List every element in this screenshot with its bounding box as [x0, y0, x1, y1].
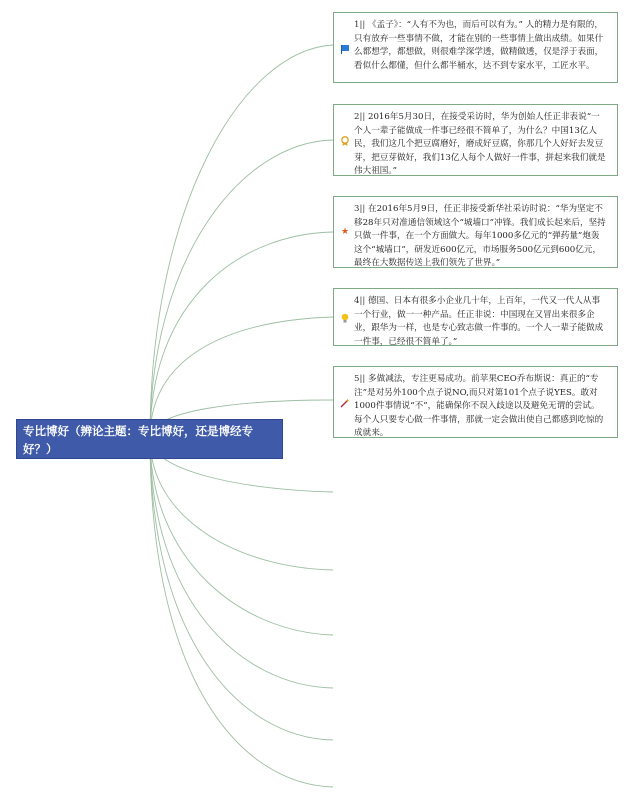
topic-text: 多做减法，专注更易成功。前苹果CEO乔布斯说：真正的“专注”是对另外100个点子说NO,而只对第101个点子说YES。敢对1000件事情说“不”，能确保你不误入歧途以及避免无谓的尝试。每个人只要专心做一件事情，那就一定会做出使自己都感到吃惊的成就来。 — [354, 374, 604, 439]
medal-icon — [340, 136, 350, 146]
topic-node-1[interactable] — [333, 12, 618, 83]
topic-number: 3|| — [354, 204, 366, 214]
connector-line-8 — [150, 438, 333, 635]
topic-number: 2|| — [354, 112, 366, 122]
connector-line-1 — [150, 45, 333, 438]
topic-node-5[interactable] — [333, 366, 618, 438]
connector-line-3 — [150, 232, 333, 438]
topic-text: 德国、日本有很多小企业几十年，上百年，一代又一代人从事一个行业，做一一种产品。任正非说：中国现在又冒出来很多企业，跟华为一样，也是专心致志做一件事的。一个人一辈子能做成一件事，已经很不简单了。” — [354, 296, 604, 347]
root-topic[interactable]: 专比博好（辨论主题：专比博好，还是博经专好？） — [16, 419, 283, 459]
flag-icon — [340, 44, 350, 54]
connector-line-9 — [150, 438, 333, 688]
topic-number: 1|| — [354, 20, 366, 30]
bulb-icon — [340, 313, 350, 323]
connector-line-11 — [150, 438, 333, 787]
topic-node-2[interactable] — [333, 104, 618, 176]
connector-line-2 — [150, 140, 333, 438]
topic-text: 2016年5月30日，在接受采访时，华为创始人任正非表说“一个人一辈子能做成一件事已经很不简单了，为什么？中国13亿人民，我们这几个把豆腐磨好，磨成好豆腐，你那几个人好好去发豆芽，把豆芽做好，我们13亿人每个人做好一件事，拼起来我们就是伟大祖国。” — [354, 112, 606, 177]
topic-number: 5|| — [354, 374, 366, 384]
star-icon: ★ — [340, 227, 350, 237]
topic-node-3[interactable] — [333, 196, 618, 268]
topic-node-4[interactable] — [333, 288, 618, 346]
wand-icon — [340, 398, 350, 408]
topic-text: 《孟子》：“人有不为也，而后可以有为。” 人的精力是有限的，只有放弃一些事情不做，才能在别的一些事情上做出成绩。如果什么都想学，都想做，则很难学深学透，做精做透，仅是浮于表面，看似什么都懂，但什么都半桶水，达不到专家水平，工匠水平。 — [354, 20, 604, 71]
topic-number: 4|| — [354, 296, 366, 306]
topic-text: 在2016年5月9日，任正非接受新华社采访时说：“华为坚定不移28年只对准通信领域这个“城墙口”冲锋。我们成长起来后，坚持只做一件事，在一个方面做大。每年1000多亿元的“弹药量”炮轰这个“城墙口”，研发近600亿元，市场服务500亿元到600亿元，最终在大数据传送上我们领先了世界。” — [354, 204, 606, 269]
connector-line-10 — [150, 438, 333, 740]
